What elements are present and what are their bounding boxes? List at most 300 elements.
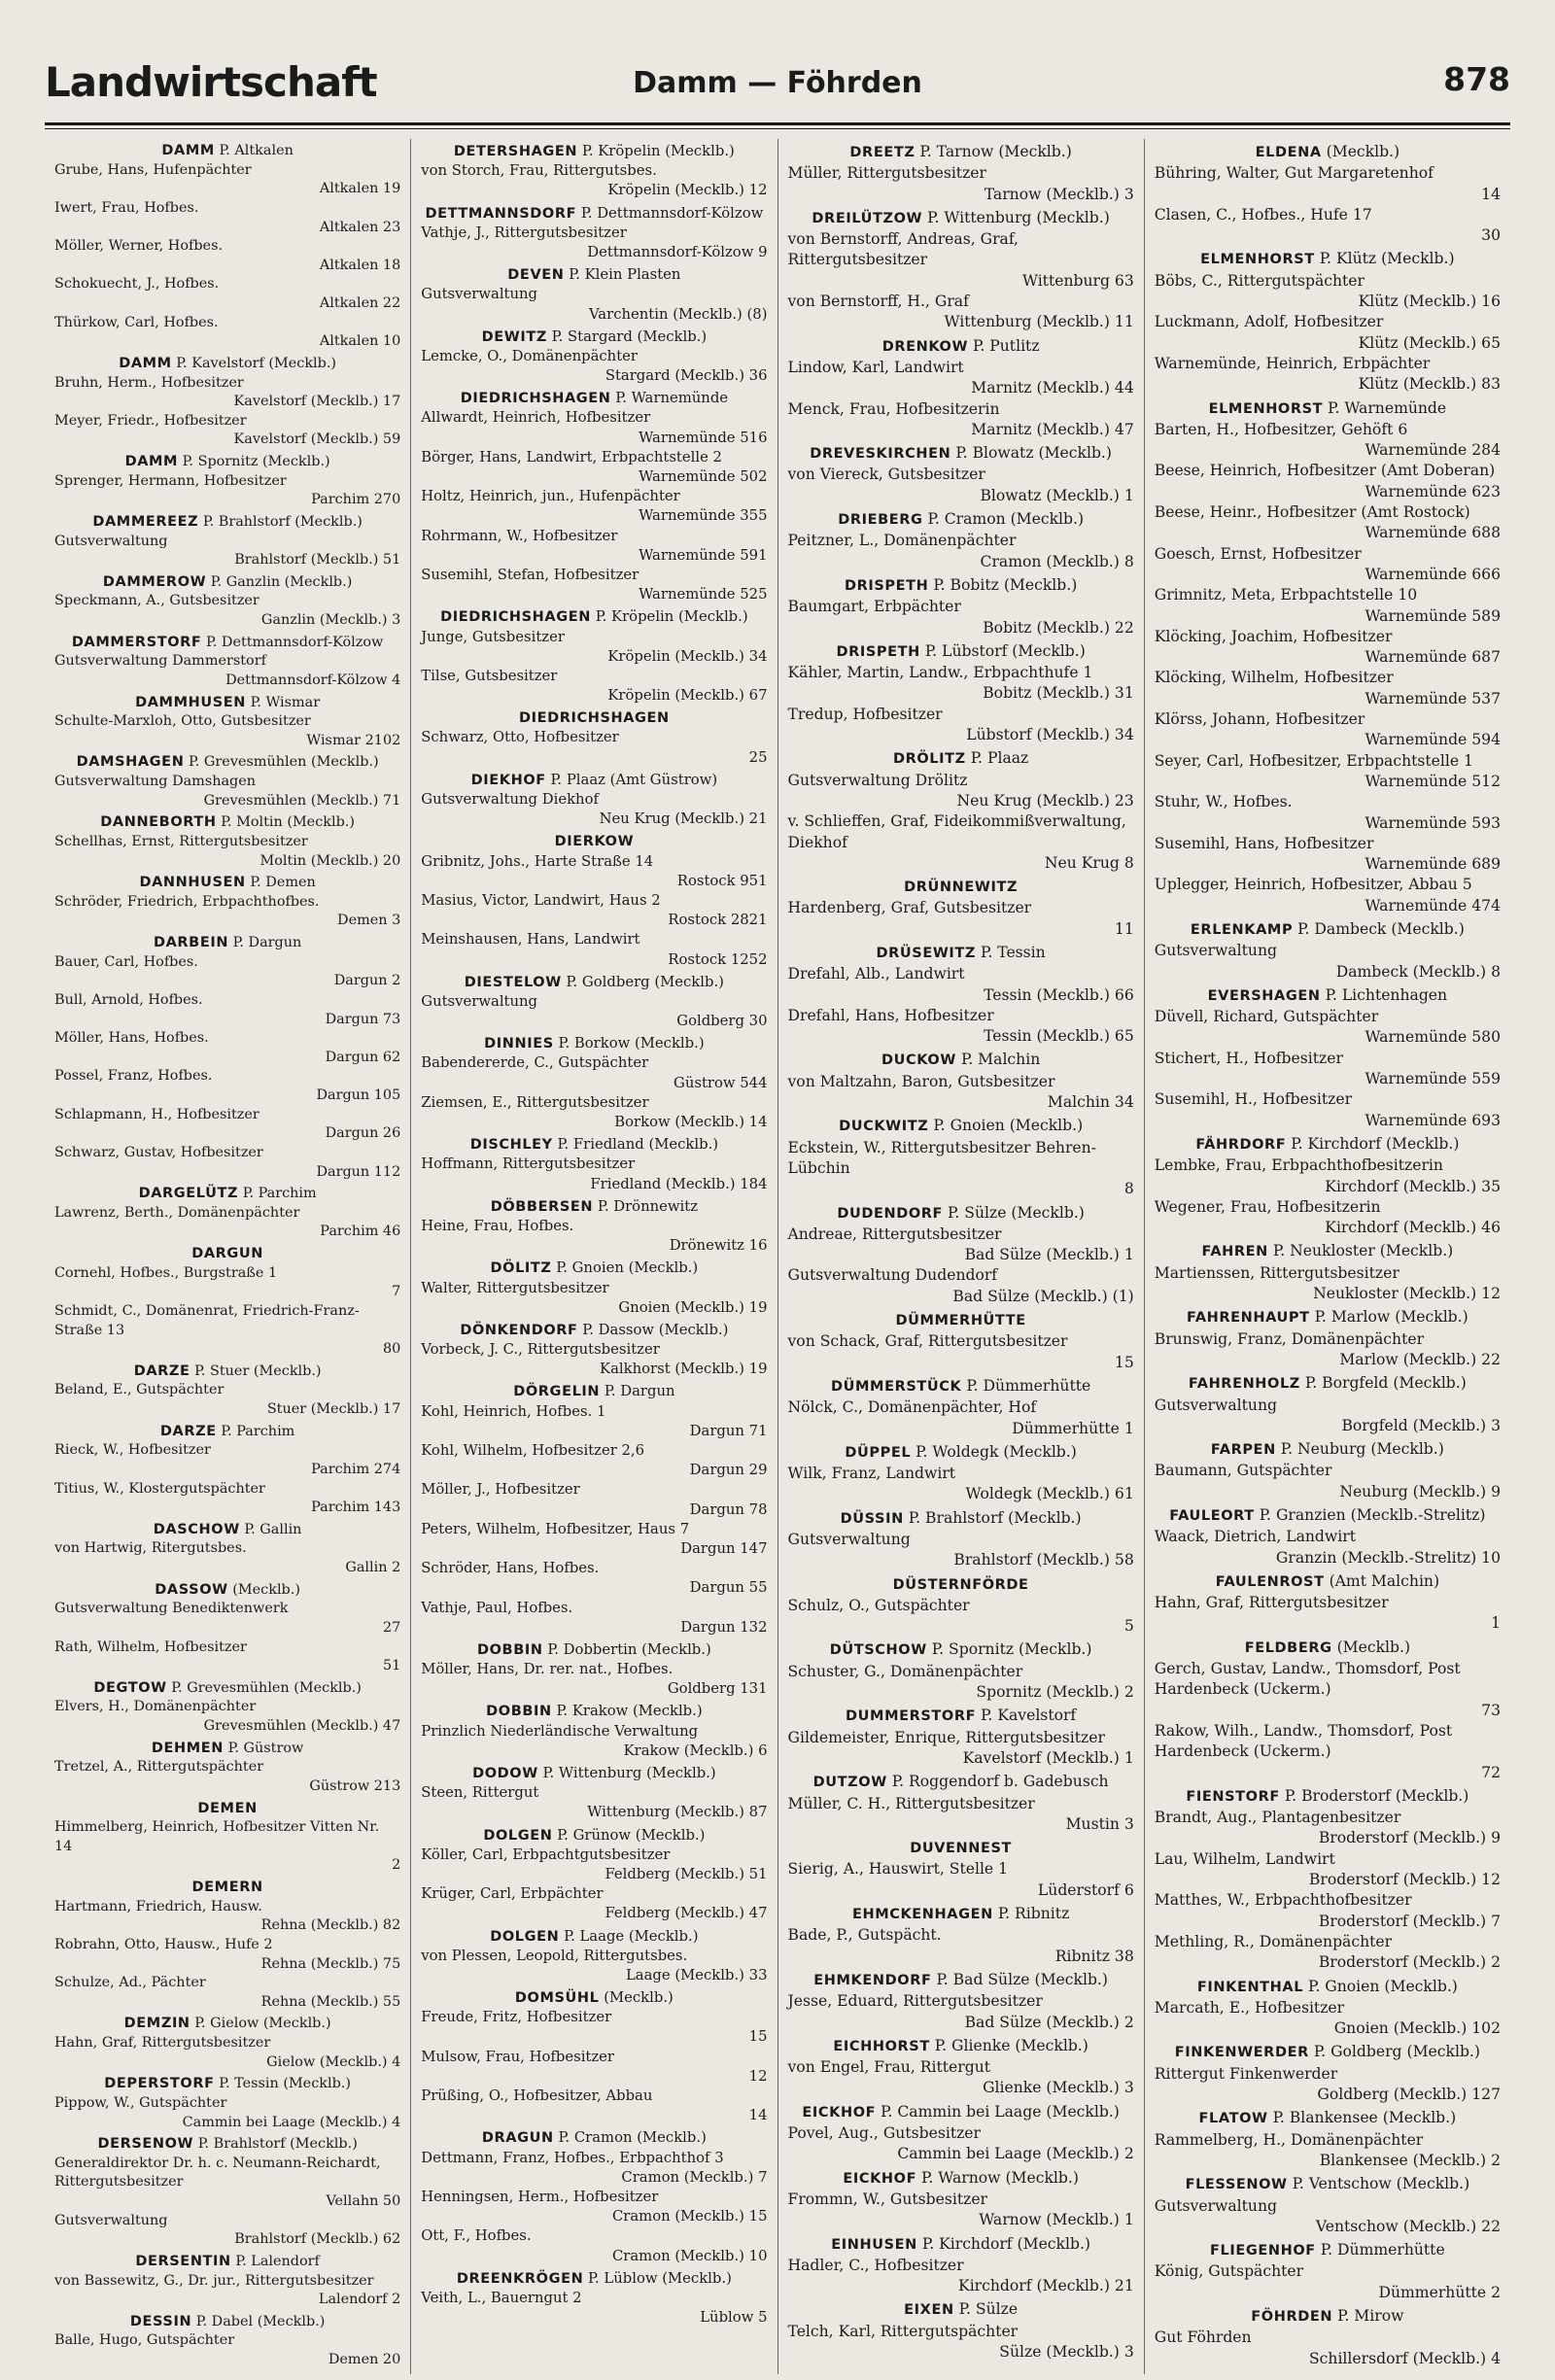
directory-entry: [421, 852, 767, 891]
directory-entry: [1155, 1049, 1501, 1090]
place-name: DOLGEN: [483, 1827, 553, 1844]
directory-entry: [1155, 1808, 1501, 1849]
place-heading: [788, 1838, 1134, 1859]
directory-entry: [421, 992, 767, 1031]
place-heading: [1155, 2042, 1501, 2063]
place-post: P. Dettmannsdorf-Kölzow: [580, 204, 764, 222]
directory-entry: [421, 2226, 767, 2265]
entry-location: Dargun 105: [316, 1087, 401, 1103]
entry-location: Spornitz (Mecklb.) 2: [976, 1683, 1134, 1702]
place-name: DEMERN: [191, 1880, 263, 1895]
place-name: FIENSTORF: [1186, 1788, 1280, 1805]
place-heading: [788, 208, 1134, 229]
entry-name: von Storch, Frau, Rittergutsbes.: [421, 162, 657, 180]
place-heading: [1155, 2108, 1501, 2129]
directory-entry: [54, 652, 400, 690]
entry-name: Müller, Rittergutsbesitzer: [787, 164, 986, 183]
entry-location: Schillersdorf (Mecklb.) 4: [1308, 2349, 1501, 2367]
directory-entry: [54, 953, 400, 991]
entry-name: Schulte-Marxloh, Otto, Gutsbesitzer: [54, 713, 311, 730]
directory-entry: [54, 2155, 400, 2212]
directory-entry: [54, 712, 400, 750]
directory-entry: [1155, 1849, 1501, 1891]
header-rule-thin: [45, 128, 1510, 129]
directory-entry: [788, 1072, 1134, 1114]
entry-location: Rostock 2821: [668, 912, 768, 929]
entry-location: 14: [1481, 185, 1501, 203]
directory-entry: [788, 2190, 1134, 2231]
place-name: EIXEN: [904, 2302, 954, 2319]
entry-location: 8: [1123, 1180, 1134, 1198]
directory-entry: [421, 285, 767, 324]
directory-entry: [1155, 2261, 1501, 2303]
directory-entry: [54, 991, 400, 1029]
place-heading: [421, 389, 767, 408]
entry-location: Warnemünde 559: [1365, 1070, 1501, 1088]
directory-entry: [788, 964, 1134, 1006]
place-name: DANNEBORTH: [100, 814, 217, 831]
entry-name: Steen, Rittergut: [421, 1784, 539, 1802]
place-post: P. Wittenburg (Mecklb.): [927, 208, 1110, 226]
place-heading: [788, 1442, 1134, 1464]
directory-entry: [1155, 1721, 1501, 1783]
entry-name: Hartmann, Friedrich, Hausw.: [54, 1898, 262, 1914]
place-post: P. Ganzlin (Mecklb.): [210, 573, 353, 590]
entry-location: Warnemünde 512: [1365, 772, 1501, 790]
entry-name: Rammelberg, H., Domänenpächter: [1154, 2130, 1424, 2149]
entry-location: Borgfeld (Mecklb.) 3: [1341, 1416, 1501, 1434]
place-heading: [421, 1321, 767, 1340]
entry-location: 51: [382, 1658, 401, 1674]
directory-entry: [1155, 1461, 1501, 1502]
header-rule: [45, 122, 1510, 125]
entry-name: Meyer, Friedr., Hofbesitzer: [54, 412, 247, 429]
directory-entry: [1155, 271, 1501, 313]
place-name: DEWITZ: [481, 328, 547, 345]
entry-location: Blowatz (Mecklb.) 1: [980, 486, 1134, 504]
entry-location: Kröpelin (Mecklb.) 67: [607, 687, 768, 705]
place-heading: [788, 509, 1134, 531]
place-heading: [54, 513, 400, 533]
place-post: P. Dümmerhütte: [966, 1376, 1091, 1395]
entry-name: Sprenger, Hermann, Hofbesitzer: [54, 472, 287, 489]
entry-location: Warnemünde 355: [639, 507, 768, 525]
entry-name: Hardenberg, Graf, Gutsbesitzer: [787, 899, 1032, 917]
directory-entry: [54, 275, 400, 313]
entry-name: von Schack, Graf, Rittergutsbesitzer: [787, 1332, 1068, 1351]
entry-name: Susemihl, Hans, Hofbesitzer: [1154, 834, 1374, 852]
entry-name: Susemihl, H., Hofbesitzer: [1154, 1090, 1353, 1109]
place-post: (Mecklb.): [604, 1989, 674, 2007]
entry-location: Dargun 132: [680, 1618, 768, 1636]
place-post: P. Putlitz: [973, 336, 1040, 355]
place-heading: [421, 142, 767, 161]
place-heading: [1155, 2174, 1501, 2195]
place-heading: [421, 1764, 767, 1783]
entry-name: Elvers, H., Domänenpächter: [54, 1699, 257, 1715]
directory-entry: [421, 347, 767, 386]
place-heading: [788, 1574, 1134, 1596]
entry-name: Lembke, Frau, Erbpachthofbesitzerin: [1154, 1156, 1443, 1175]
directory-entry: [1155, 2130, 1501, 2172]
place-heading: [54, 753, 400, 773]
entry-name: Gribnitz, Johs., Harte Straße 14: [421, 852, 654, 870]
place-heading: [54, 1245, 400, 1264]
entry-name: Lemcke, O., Domänenpächter: [421, 347, 638, 364]
directory-entry: [421, 790, 767, 829]
place-heading: [788, 877, 1134, 898]
directory-entry: [421, 1279, 767, 1318]
directory-entry: [1155, 627, 1501, 669]
directory-entry: [54, 893, 400, 931]
directory-entry: [788, 1662, 1134, 1704]
entry-name: Schuster, G., Domänenpächter: [787, 1662, 1023, 1680]
place-heading: [788, 641, 1134, 663]
directory-entry: [54, 2272, 400, 2310]
entry-name: Henningsen, Herm., Hofbesitzer: [421, 2188, 659, 2205]
entry-location: Warnemünde 593: [1365, 813, 1501, 832]
entry-location: Goldberg 131: [667, 1680, 768, 1698]
entry-name: Prinzlich Niederländische Verwaltung: [421, 1722, 699, 1740]
directory-entry: [1155, 2064, 1501, 2106]
entry-name: Bühring, Walter, Gut Margaretenhof: [1154, 164, 1434, 183]
entry-name: Klöcking, Wilhelm, Hofbesitzer: [1154, 669, 1394, 687]
place-post: P. Tarnow (Mecklb.): [919, 143, 1072, 160]
entry-name: Cornehl, Hofbes., Burgstraße 1: [54, 1264, 278, 1281]
entry-location: 15: [748, 2028, 768, 2046]
entry-location: Cammin bei Laage (Mecklb.) 4: [182, 2114, 401, 2130]
directory-entry: [1155, 1197, 1501, 1239]
place-heading: [788, 1050, 1134, 1071]
directory-entry: [54, 1441, 400, 1479]
entry-location: Stargard (Mecklb.) 36: [605, 367, 768, 385]
entry-name: Vathje, J., Rittergutsbesitzer: [421, 224, 627, 241]
entry-name: Mulsow, Frau, Hofbesitzer: [421, 2048, 614, 2065]
entry-location: Brahlstorf (Mecklb.) 58: [953, 1551, 1134, 1569]
entry-location: Ventschow (Mecklb.) 22: [1315, 2217, 1501, 2235]
place-post: P. Kirchdorf (Mecklb.): [921, 2234, 1090, 2253]
entry-location: Stuer (Mecklb.) 17: [266, 1401, 401, 1417]
place-name: DÜMMERSTÜCK: [831, 1378, 962, 1395]
directory-entry: [1155, 1089, 1501, 1131]
place-post: P. Woldegk (Mecklb.): [916, 1442, 1077, 1461]
place-name: DRIEBERG: [838, 512, 923, 529]
place-post: P. Krakow (Mecklb.): [556, 1703, 703, 1720]
entry-location: Warnemünde 284: [1365, 441, 1501, 460]
place-name: DAMMHUSEN: [135, 694, 247, 710]
directory-entry: [421, 1340, 767, 1379]
place-post: P. Glienke (Mecklb.): [934, 2036, 1088, 2054]
directory-entry: [54, 592, 400, 630]
place-name: DERSENOW: [97, 2136, 194, 2153]
place-post: P. Goldberg (Mecklb.): [1313, 2043, 1480, 2061]
place-name: DARZE: [159, 1423, 217, 1439]
entry-location: Cramon (Mecklb.) 7: [621, 2168, 768, 2186]
entry-name: Robrahn, Otto, Hausw., Hufe 2: [54, 1936, 273, 1952]
place-post: P. Tessin (Mecklb.): [219, 2076, 351, 2092]
directory-entry: [421, 628, 767, 667]
place-post: P. Dabel (Mecklb.): [195, 2313, 326, 2329]
directory-entry: [421, 1520, 767, 1559]
entry-name: Gutsverwaltung: [1154, 942, 1277, 960]
place-post: P. Broderstorf (Mecklb.): [1284, 1786, 1469, 1805]
place-heading: [54, 2313, 400, 2332]
place-heading: [54, 1740, 400, 1759]
entry-name: Lau, Wilhelm, Landwirt: [1154, 1849, 1335, 1868]
directory-entry: [1155, 585, 1501, 627]
directory-entry: [788, 358, 1134, 399]
place-heading: [54, 1185, 400, 1204]
place-name: DOMSÜHL: [514, 1990, 600, 2007]
page-number: 878: [1443, 60, 1510, 98]
place-heading: [1155, 142, 1501, 163]
place-heading: [421, 607, 767, 627]
entry-location: Dargun 2: [333, 973, 401, 989]
entry-location: Neuburg (Mecklb.) 9: [1339, 1482, 1501, 1500]
place-name: DRENKOW: [881, 338, 969, 355]
directory-entry: [54, 1480, 400, 1518]
entry-location: 27: [382, 1619, 401, 1636]
entry-name: Junge, Gutsbesitzer: [421, 628, 565, 645]
directory-entry: [54, 1539, 400, 1577]
entry-name: Kähler, Martin, Landw., Erbpachthufe 1: [787, 664, 1093, 682]
place-post: (Mecklb.): [1326, 143, 1400, 160]
place-post: P. Cramon (Mecklb.): [558, 2129, 707, 2147]
directory-entry: [421, 2149, 767, 2188]
place-name: DODOW: [472, 1766, 538, 1781]
directory-entry: [421, 667, 767, 706]
place-name: EICHHORST: [833, 2038, 930, 2054]
entry-name: Hahn, Graf, Rittergutsbesitzer: [54, 2035, 271, 2051]
directory-entry: [421, 1217, 767, 1256]
entry-location: Warnemünde 693: [1365, 1111, 1501, 1129]
entry-name: Speckmann, A., Gutsbesitzer: [54, 593, 259, 609]
place-name: FAULEORT: [1169, 1508, 1255, 1524]
place-heading: [54, 934, 400, 953]
place-name: FLATOW: [1198, 2111, 1268, 2127]
place-name: DAMM: [119, 355, 172, 371]
directory-entry: [421, 161, 767, 200]
place-name: DIESTELOW: [464, 974, 562, 990]
place-heading: [54, 1423, 400, 1442]
place-heading: [1155, 1571, 1501, 1593]
entry-location: Dettmannsdorf-Kölzow 9: [587, 243, 768, 260]
entry-location: Marnitz (Mecklb.) 44: [971, 379, 1134, 397]
entry-name: Tilse, Gutsbesitzer: [421, 667, 558, 684]
entry-location: Lalendorf 2: [318, 2292, 401, 2308]
entry-location: Lüderstorf 6: [1037, 1880, 1134, 1899]
place-post: P. Dargun: [604, 1383, 675, 1400]
entry-location: Warnow (Mecklb.) 1: [979, 2211, 1134, 2229]
place-heading: [788, 336, 1134, 358]
directory-entry: [788, 229, 1134, 292]
directory-entry: [54, 833, 400, 871]
entry-name: von Bernstorff, H., Graf: [787, 293, 969, 311]
entry-name: Hadler, C., Hofbesitzer: [787, 2256, 964, 2274]
entry-name: Ziemsen, E., Rittergutsbesitzer: [421, 1093, 649, 1111]
place-name: DUTZOW: [812, 1775, 887, 1791]
place-heading: [421, 1135, 767, 1155]
entry-name: Meinshausen, Hans, Landwirt: [421, 931, 640, 949]
entry-location: Borkow (Mecklb.) 14: [614, 1114, 768, 1130]
place-post: P. Granzien (Mecklb.-Strelitz): [1259, 1506, 1486, 1524]
entry-name: Schröder, Hans, Hofbes.: [421, 1560, 600, 1577]
place-name: EICKHOF: [843, 2170, 917, 2187]
entry-name: Brunswig, Franz, Domänenpächter: [1154, 1329, 1425, 1348]
entry-location: Demen 3: [337, 913, 401, 929]
directory-entry: [54, 374, 400, 412]
place-heading: [421, 1259, 767, 1278]
entry-name: Schwarz, Gustav, Hofbesitzer: [54, 1144, 263, 1160]
entry-name: Grimnitz, Meta, Erbpachtstelle 10: [1154, 586, 1418, 604]
entry-location: Warnemünde 594: [1365, 731, 1501, 749]
place-post: P. Spornitz (Mecklb.): [182, 454, 330, 469]
directory-entry: [54, 1758, 400, 1796]
entry-location: Dargun 26: [325, 1125, 401, 1142]
place-post: P. Altkalen: [219, 143, 294, 158]
entry-name: Bade, P., Gutspächt.: [787, 1926, 942, 1945]
place-heading: [421, 1927, 767, 1947]
entry-location: Goldberg 30: [676, 1013, 768, 1030]
entry-name: Menck, Frau, Hofbesitzerin: [787, 399, 1000, 418]
directory-entry: [421, 2289, 767, 2328]
place-heading: [54, 1521, 400, 1540]
entry-name: Goesch, Ernst, Hofbesitzer: [1154, 544, 1362, 563]
place-post: P. Klütz (Mecklb.): [1319, 250, 1455, 268]
place-heading: [54, 1879, 400, 1898]
directory-entry: [54, 1106, 400, 1144]
place-heading: [54, 142, 400, 161]
place-post: P. Lüblow (Mecklb.): [588, 2269, 732, 2287]
entry-location: Gnoien (Mecklb.) 102: [1333, 2019, 1501, 2038]
directory-entry: [788, 1859, 1134, 1901]
place-heading: [788, 1639, 1134, 1661]
place-name: DRÖLITZ: [892, 751, 966, 768]
directory-entry: [788, 663, 1134, 705]
entry-location: Güstrow 544: [674, 1074, 768, 1091]
entry-location: Broderstorf (Mecklb.) 9: [1318, 1829, 1501, 1847]
place-name: DINNIES: [484, 1036, 554, 1052]
entry-name: Vorbeck, J. C., Rittergutsbesitzer: [421, 1341, 660, 1359]
entry-name: Möller, Hans, Hofbes.: [54, 1030, 209, 1047]
entry-name: von Bassewitz, G., Dr. jur., Rittergutsbesitzer: [54, 2272, 374, 2289]
place-name: EICKHOF: [802, 2104, 877, 2121]
place-heading: [788, 575, 1134, 597]
entry-location: 5: [1123, 1617, 1134, 1636]
directory-entry: [421, 930, 767, 969]
entry-location: Klütz (Mecklb.) 83: [1358, 375, 1501, 394]
entry-name: Lawrenz, Berth., Domänenpächter: [54, 1204, 300, 1221]
place-post: (Amt Malchin): [1329, 1571, 1440, 1590]
place-post: P. Plaaz: [970, 749, 1029, 768]
place-heading: [788, 2234, 1134, 2256]
entry-location: 12: [748, 2067, 768, 2085]
place-heading: [54, 2253, 400, 2272]
place-post: P. Mirow: [1337, 2306, 1404, 2325]
place-name: DAMM: [124, 454, 179, 469]
directory-entry: [1155, 1007, 1501, 1049]
entry-name: Seyer, Carl, Hofbesitzer, Erbpachtstelle 1: [1154, 751, 1473, 770]
place-post: P. Drönnewitz: [597, 1197, 699, 1215]
directory-entry: [54, 2094, 400, 2132]
place-name: DARBEIN: [153, 935, 229, 950]
entry-name: Stuhr, W., Hofbes.: [1154, 793, 1293, 811]
place-name: FLESSENOW: [1185, 2177, 1288, 2193]
place-name: EHMCKENHAGEN: [851, 1907, 993, 1923]
directory-entry: [1155, 461, 1501, 502]
directory-entry: [1155, 163, 1501, 205]
entry-location: Feldberg (Mecklb.) 51: [605, 1865, 768, 1882]
entry-location: Brahlstorf (Mecklb.) 51: [234, 552, 401, 569]
place-name: DRÜNNEWITZ: [904, 880, 1019, 896]
place-name: DUVENNEST: [910, 1841, 1013, 1857]
place-heading: [788, 2036, 1134, 2057]
place-name: DERSENTIN: [135, 2253, 231, 2269]
entry-name: Ott, F., Hofbes.: [421, 2227, 532, 2245]
entry-location: Brahlstorf (Mecklb.) 62: [234, 2231, 401, 2248]
directory-entry: [1155, 1890, 1501, 1932]
entry-location: Krakow (Mecklb.) 6: [623, 1742, 768, 1759]
entry-name: Marcath, E., Hofbesitzer: [1154, 1998, 1345, 2017]
place-heading: [421, 204, 767, 224]
place-post: P. Gnoien (Mecklb.): [933, 1117, 1084, 1135]
entry-name: Telch, Karl, Rittergutspächter: [787, 2322, 1019, 2340]
place-post: P. Ribnitz: [997, 1905, 1070, 1923]
place-heading: [421, 708, 767, 728]
entry-location: Wittenburg (Mecklb.) 11: [944, 313, 1134, 331]
directory-entry: [421, 2087, 767, 2125]
place-heading: [421, 832, 767, 851]
directory-entry: [1155, 875, 1501, 916]
place-heading: [421, 1702, 767, 1721]
place-heading: [1155, 1134, 1501, 1156]
entry-name: Gutsverwaltung: [421, 286, 538, 303]
place-heading: [421, 771, 767, 790]
place-name: FÄHRDORF: [1195, 1136, 1287, 1153]
place-heading: [1155, 1977, 1501, 1998]
place-post: P. Neuburg (Mecklb.): [1280, 1440, 1444, 1459]
entry-location: Neukloster (Mecklb.) 12: [1313, 1285, 1501, 1303]
directory-entry: [421, 1559, 767, 1598]
place-post: P. Laage (Mecklb.): [564, 1927, 699, 1945]
entry-name: Titius, W., Klostergutspächter: [54, 1480, 265, 1497]
directory-entry: [54, 773, 400, 811]
entry-name: Rittergut Finkenwerder: [1154, 2064, 1338, 2083]
entry-name: Rath, Wilhelm, Hofbesitzer: [54, 1638, 247, 1655]
directory-entry: [421, 1093, 767, 1132]
place-name: DRISPETH: [836, 643, 920, 660]
directory-entry: [788, 1331, 1134, 1373]
place-post: P. Bobitz (Mecklb.): [933, 575, 1078, 594]
directory-entry: [788, 1530, 1134, 1571]
entry-location: Wittenburg (Mecklb.) 87: [587, 1804, 768, 1821]
entry-location: Altkalen 19: [319, 181, 401, 197]
entry-location: Dargun 71: [689, 1422, 768, 1439]
entry-location: Rehna (Mecklb.) 82: [260, 1917, 401, 1934]
entry-location: Tarnow (Mecklb.) 3: [984, 185, 1134, 203]
place-heading: [1155, 985, 1501, 1007]
place-heading: [421, 1034, 767, 1053]
place-heading: [421, 2128, 767, 2148]
entry-location: Dargun 73: [325, 1011, 401, 1027]
directory-entry: [788, 1925, 1134, 1967]
directory-entry: [788, 2057, 1134, 2099]
directory-entry: [421, 448, 767, 487]
directory-entry: [421, 1884, 767, 1923]
place-name: DIEKHOF: [470, 772, 546, 788]
entry-name: Nölck, C., Domänenpächter, Hof: [787, 1398, 1037, 1417]
entry-location: Sülze (Mecklb.) 3: [999, 2342, 1134, 2361]
